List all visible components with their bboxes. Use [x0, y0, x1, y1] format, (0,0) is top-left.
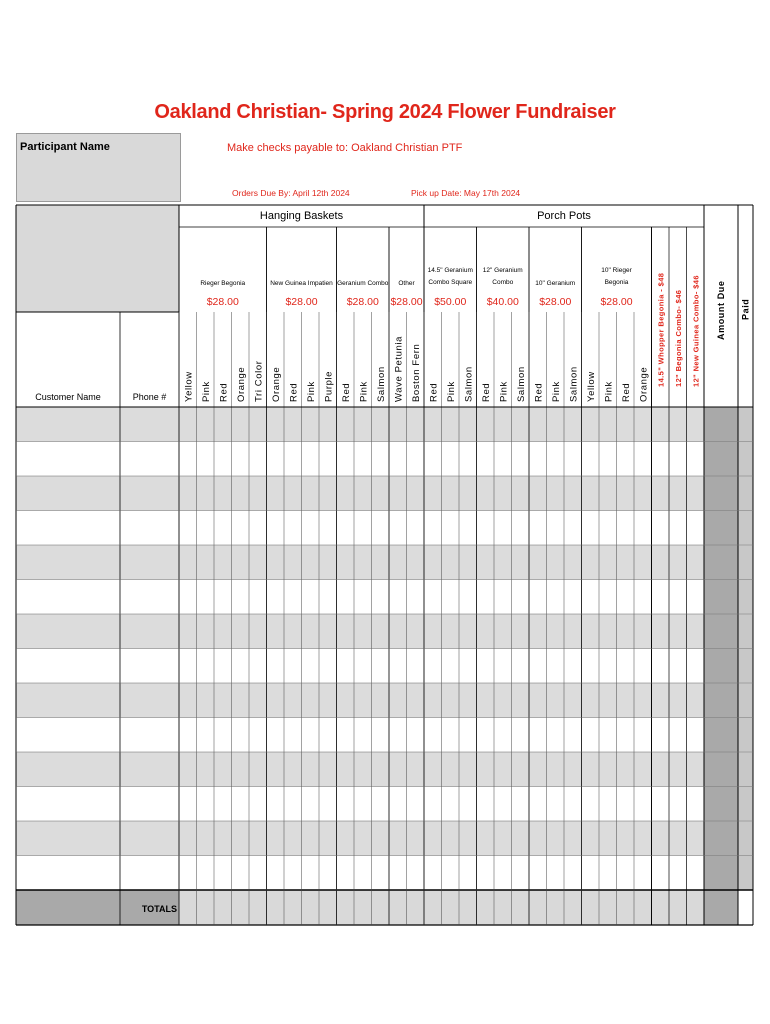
product-price: $50.00 — [434, 296, 467, 308]
phone-cell[interactable] — [120, 407, 179, 442]
phone-cell[interactable] — [120, 683, 179, 718]
phone-cell[interactable] — [120, 511, 179, 546]
special-item-label: 12" New Guinea Combo- $46 — [691, 275, 701, 387]
phone-cell[interactable] — [120, 476, 179, 511]
color-column-label: Orange — [270, 366, 282, 402]
product-name-line1: 14.5" Geranium — [427, 267, 473, 274]
participant-name-label: Participant Name — [20, 141, 110, 153]
participant-header-shade — [16, 205, 179, 312]
phone-cell[interactable] — [120, 821, 179, 856]
orders-due-note: Orders Due By: April 12th 2024 — [232, 188, 350, 198]
customer-name-cell[interactable] — [16, 545, 120, 580]
customer-name-cell[interactable] — [16, 787, 120, 822]
product-price: $28.00 — [285, 296, 318, 308]
color-column-label: Purple — [323, 370, 335, 402]
color-column-label: Pink — [445, 381, 457, 402]
phone-cell[interactable] — [120, 787, 179, 822]
color-column-label: Red — [480, 382, 492, 402]
color-column-label: Red — [288, 382, 300, 402]
color-column-label: Yellow — [183, 371, 195, 402]
phone-cell[interactable] — [120, 442, 179, 477]
color-column-label: Salmon — [463, 366, 475, 402]
color-column-label: Tri Color — [253, 360, 265, 402]
customer-name-cell[interactable] — [16, 856, 120, 891]
product-name-line1: 12" Geranium — [482, 267, 523, 274]
customer-name-cell[interactable] — [16, 683, 120, 718]
product-name: Other — [398, 280, 415, 287]
phone-cell[interactable] — [120, 649, 179, 684]
section-hanging-baskets: Hanging Baskets — [259, 210, 344, 222]
color-column-label: Salmon — [375, 366, 387, 402]
pickup-date-note: Pick up Date: May 17th 2024 — [411, 188, 521, 198]
product-name-line2: Combo Square — [428, 279, 473, 286]
phone-cell[interactable] — [120, 752, 179, 787]
color-column-label: Pink — [200, 381, 212, 402]
phone-header: Phone # — [132, 392, 167, 402]
amount-due-header: Amount Due — [716, 280, 726, 340]
paid-header: Paid — [740, 298, 751, 320]
color-column-label: Wave Petunia — [393, 336, 405, 402]
special-item-label: 12" Begonia Combo- $46 — [673, 289, 683, 387]
customer-name-cell[interactable] — [16, 442, 120, 477]
totals-label: TOTALS — [141, 904, 177, 914]
product-name: Rieger Begonia — [200, 280, 246, 287]
product-price: $28.00 — [539, 296, 572, 308]
color-column-label: Salmon — [515, 366, 527, 402]
color-column-label: Pink — [603, 381, 615, 402]
phone-cell[interactable] — [120, 580, 179, 615]
color-column-label: Orange — [638, 366, 650, 402]
product-price: $28.00 — [600, 296, 633, 308]
color-column-label: Salmon — [568, 366, 580, 402]
product-price: $28.00 — [206, 296, 239, 308]
product-name-line1: 10" Rieger — [601, 267, 632, 274]
color-column-label: Boston Fern — [410, 343, 422, 402]
color-column-label: Pink — [550, 381, 562, 402]
customer-name-cell[interactable] — [16, 752, 120, 787]
checks-payable-note: Make checks payable to: Oakland Christian PTF — [227, 142, 463, 154]
phone-cell[interactable] — [120, 718, 179, 753]
customer-name-cell[interactable] — [16, 580, 120, 615]
page-title: Oakland Christian- Spring 2024 Flower Fundraiser — [154, 101, 616, 123]
totals-amount-shade — [704, 890, 738, 925]
color-column-label: Red — [340, 382, 352, 402]
product-price: $40.00 — [486, 296, 519, 308]
product-price: $28.00 — [390, 296, 423, 308]
color-column-label: Yellow — [585, 371, 597, 402]
color-column-label: Pink — [358, 381, 370, 402]
color-column-label: Pink — [498, 381, 510, 402]
color-column-label: Red — [428, 382, 440, 402]
phone-cell[interactable] — [120, 614, 179, 649]
customer-name-header: Customer Name — [35, 392, 101, 402]
section-porch-pots: Porch Pots — [537, 210, 591, 222]
color-column-label: Red — [533, 382, 545, 402]
customer-name-cell[interactable] — [16, 407, 120, 442]
phone-cell[interactable] — [120, 545, 179, 580]
product-price: $28.00 — [346, 296, 379, 308]
product-name-line2: Begonia — [604, 279, 629, 286]
customer-name-cell[interactable] — [16, 821, 120, 856]
customer-name-cell[interactable] — [16, 511, 120, 546]
product-name: Geranium Combo — [337, 280, 389, 287]
customer-name-cell[interactable] — [16, 649, 120, 684]
customer-name-cell[interactable] — [16, 718, 120, 753]
product-name: 10" Geranium — [535, 280, 576, 287]
color-column-label: Red — [218, 382, 230, 402]
special-item-label: 14.5" Whopper Begonia - $48 — [656, 272, 666, 387]
phone-cell[interactable] — [120, 856, 179, 891]
color-column-label: Pink — [305, 381, 317, 402]
color-column-label: Red — [620, 382, 632, 402]
product-name-line2: Combo — [492, 279, 514, 286]
product-name: New Guinea Impatien — [270, 280, 333, 287]
color-column-label: Orange — [235, 366, 247, 402]
customer-name-cell[interactable] — [16, 614, 120, 649]
customer-name-cell[interactable] — [16, 476, 120, 511]
